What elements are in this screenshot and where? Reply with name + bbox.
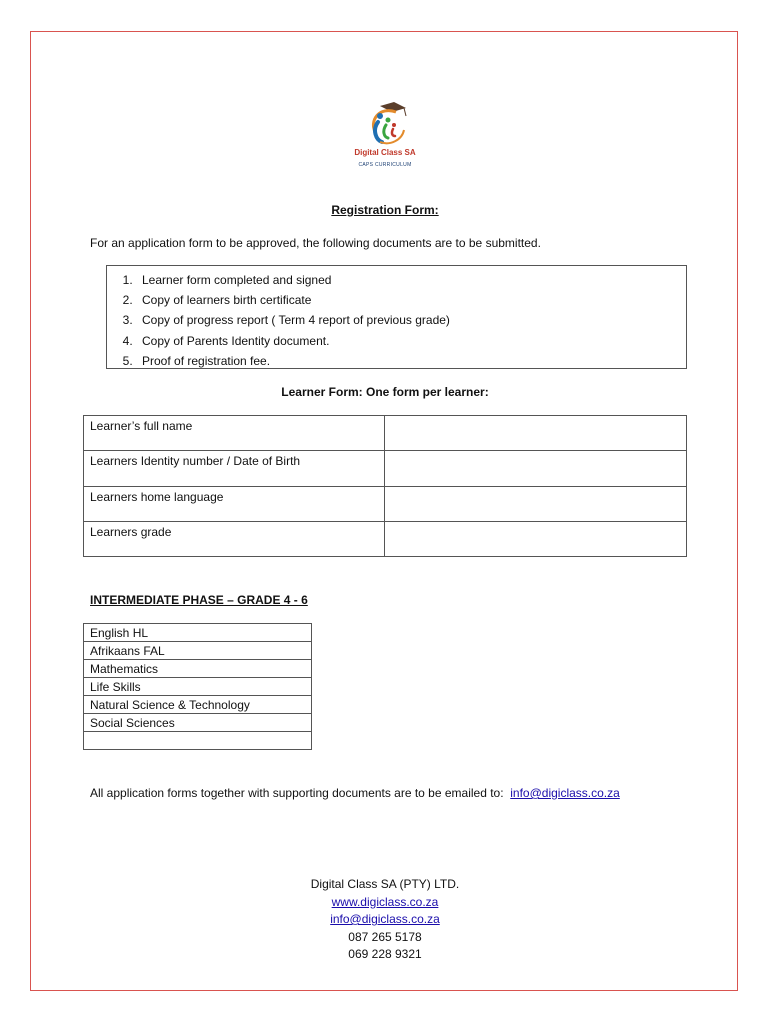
learner-form-table xyxy=(83,415,687,557)
subject-cell: Social Sciences xyxy=(84,714,312,732)
table-row xyxy=(84,660,312,678)
phase-title: INTERMEDIATE PHASE – GRADE 4 - 6 xyxy=(90,593,308,607)
subject-cell xyxy=(84,732,312,750)
table-row xyxy=(84,732,312,750)
field-label: Learners home language xyxy=(84,486,385,521)
home-language-field[interactable] xyxy=(385,486,687,521)
subjects-table xyxy=(83,623,312,750)
footer-email-link[interactable]: info@digiclass.co.za xyxy=(330,912,440,926)
phone-number: 087 265 5178 xyxy=(348,929,422,944)
phone-number: 069 228 9321 xyxy=(348,947,422,961)
logo-tagline: CAPS CURRICULUM xyxy=(358,162,412,168)
field-label: Learner’s full name xyxy=(84,416,385,451)
field-label: Learners Identity number / Date of Birth xyxy=(84,451,385,486)
company-name: Digital Class SA (PTY) LTD. xyxy=(310,877,460,891)
field-label: Learners grade xyxy=(84,521,385,556)
subject-cell: Life Skills xyxy=(84,678,312,696)
footer xyxy=(0,876,770,964)
table-row xyxy=(84,416,687,451)
table-row xyxy=(84,521,687,556)
email-instructions-text: All application forms together with supporting documents are to be emailed to: xyxy=(90,786,504,800)
logo-name: Digital Class SA xyxy=(354,148,416,157)
document-item: 2. Copy of learners birth certificate xyxy=(136,290,686,310)
full-name-field[interactable] xyxy=(385,416,687,451)
subject-cell: Natural Science & Technology xyxy=(84,696,312,714)
email-instructions xyxy=(90,786,620,800)
required-documents-list xyxy=(115,270,686,371)
table-row xyxy=(84,624,312,642)
page-title: Registration Form: xyxy=(331,203,439,217)
email-link[interactable]: info@digiclass.co.za xyxy=(510,786,620,800)
table-row xyxy=(84,451,687,486)
document-item: 3. Copy of progress report ( Term 4 report of previous grade) xyxy=(136,310,686,330)
table-row xyxy=(84,696,312,714)
grade-field[interactable] xyxy=(385,521,687,556)
document-item: 1. Learner form completed and signed xyxy=(136,270,686,290)
document-item: 5. Proof of registration fee. xyxy=(136,351,686,371)
required-documents-box xyxy=(106,265,687,369)
identity-number-field[interactable] xyxy=(385,451,687,486)
intro-text: For an application form to be approved, the following documents are to be submitted. xyxy=(90,236,541,250)
learner-form-title: Learner Form: One form per learner: xyxy=(281,385,489,399)
table-row xyxy=(84,678,312,696)
table-row xyxy=(84,642,312,660)
table-row xyxy=(84,714,312,732)
subject-cell: Afrikaans FAL xyxy=(84,642,312,660)
table-row xyxy=(84,486,687,521)
document-item: 4. Copy of Parents Identity document. xyxy=(136,331,686,351)
website-link[interactable]: www.digiclass.co.za xyxy=(331,894,439,909)
subject-cell: English HL xyxy=(84,624,312,642)
subject-cell: Mathematics xyxy=(84,660,312,678)
